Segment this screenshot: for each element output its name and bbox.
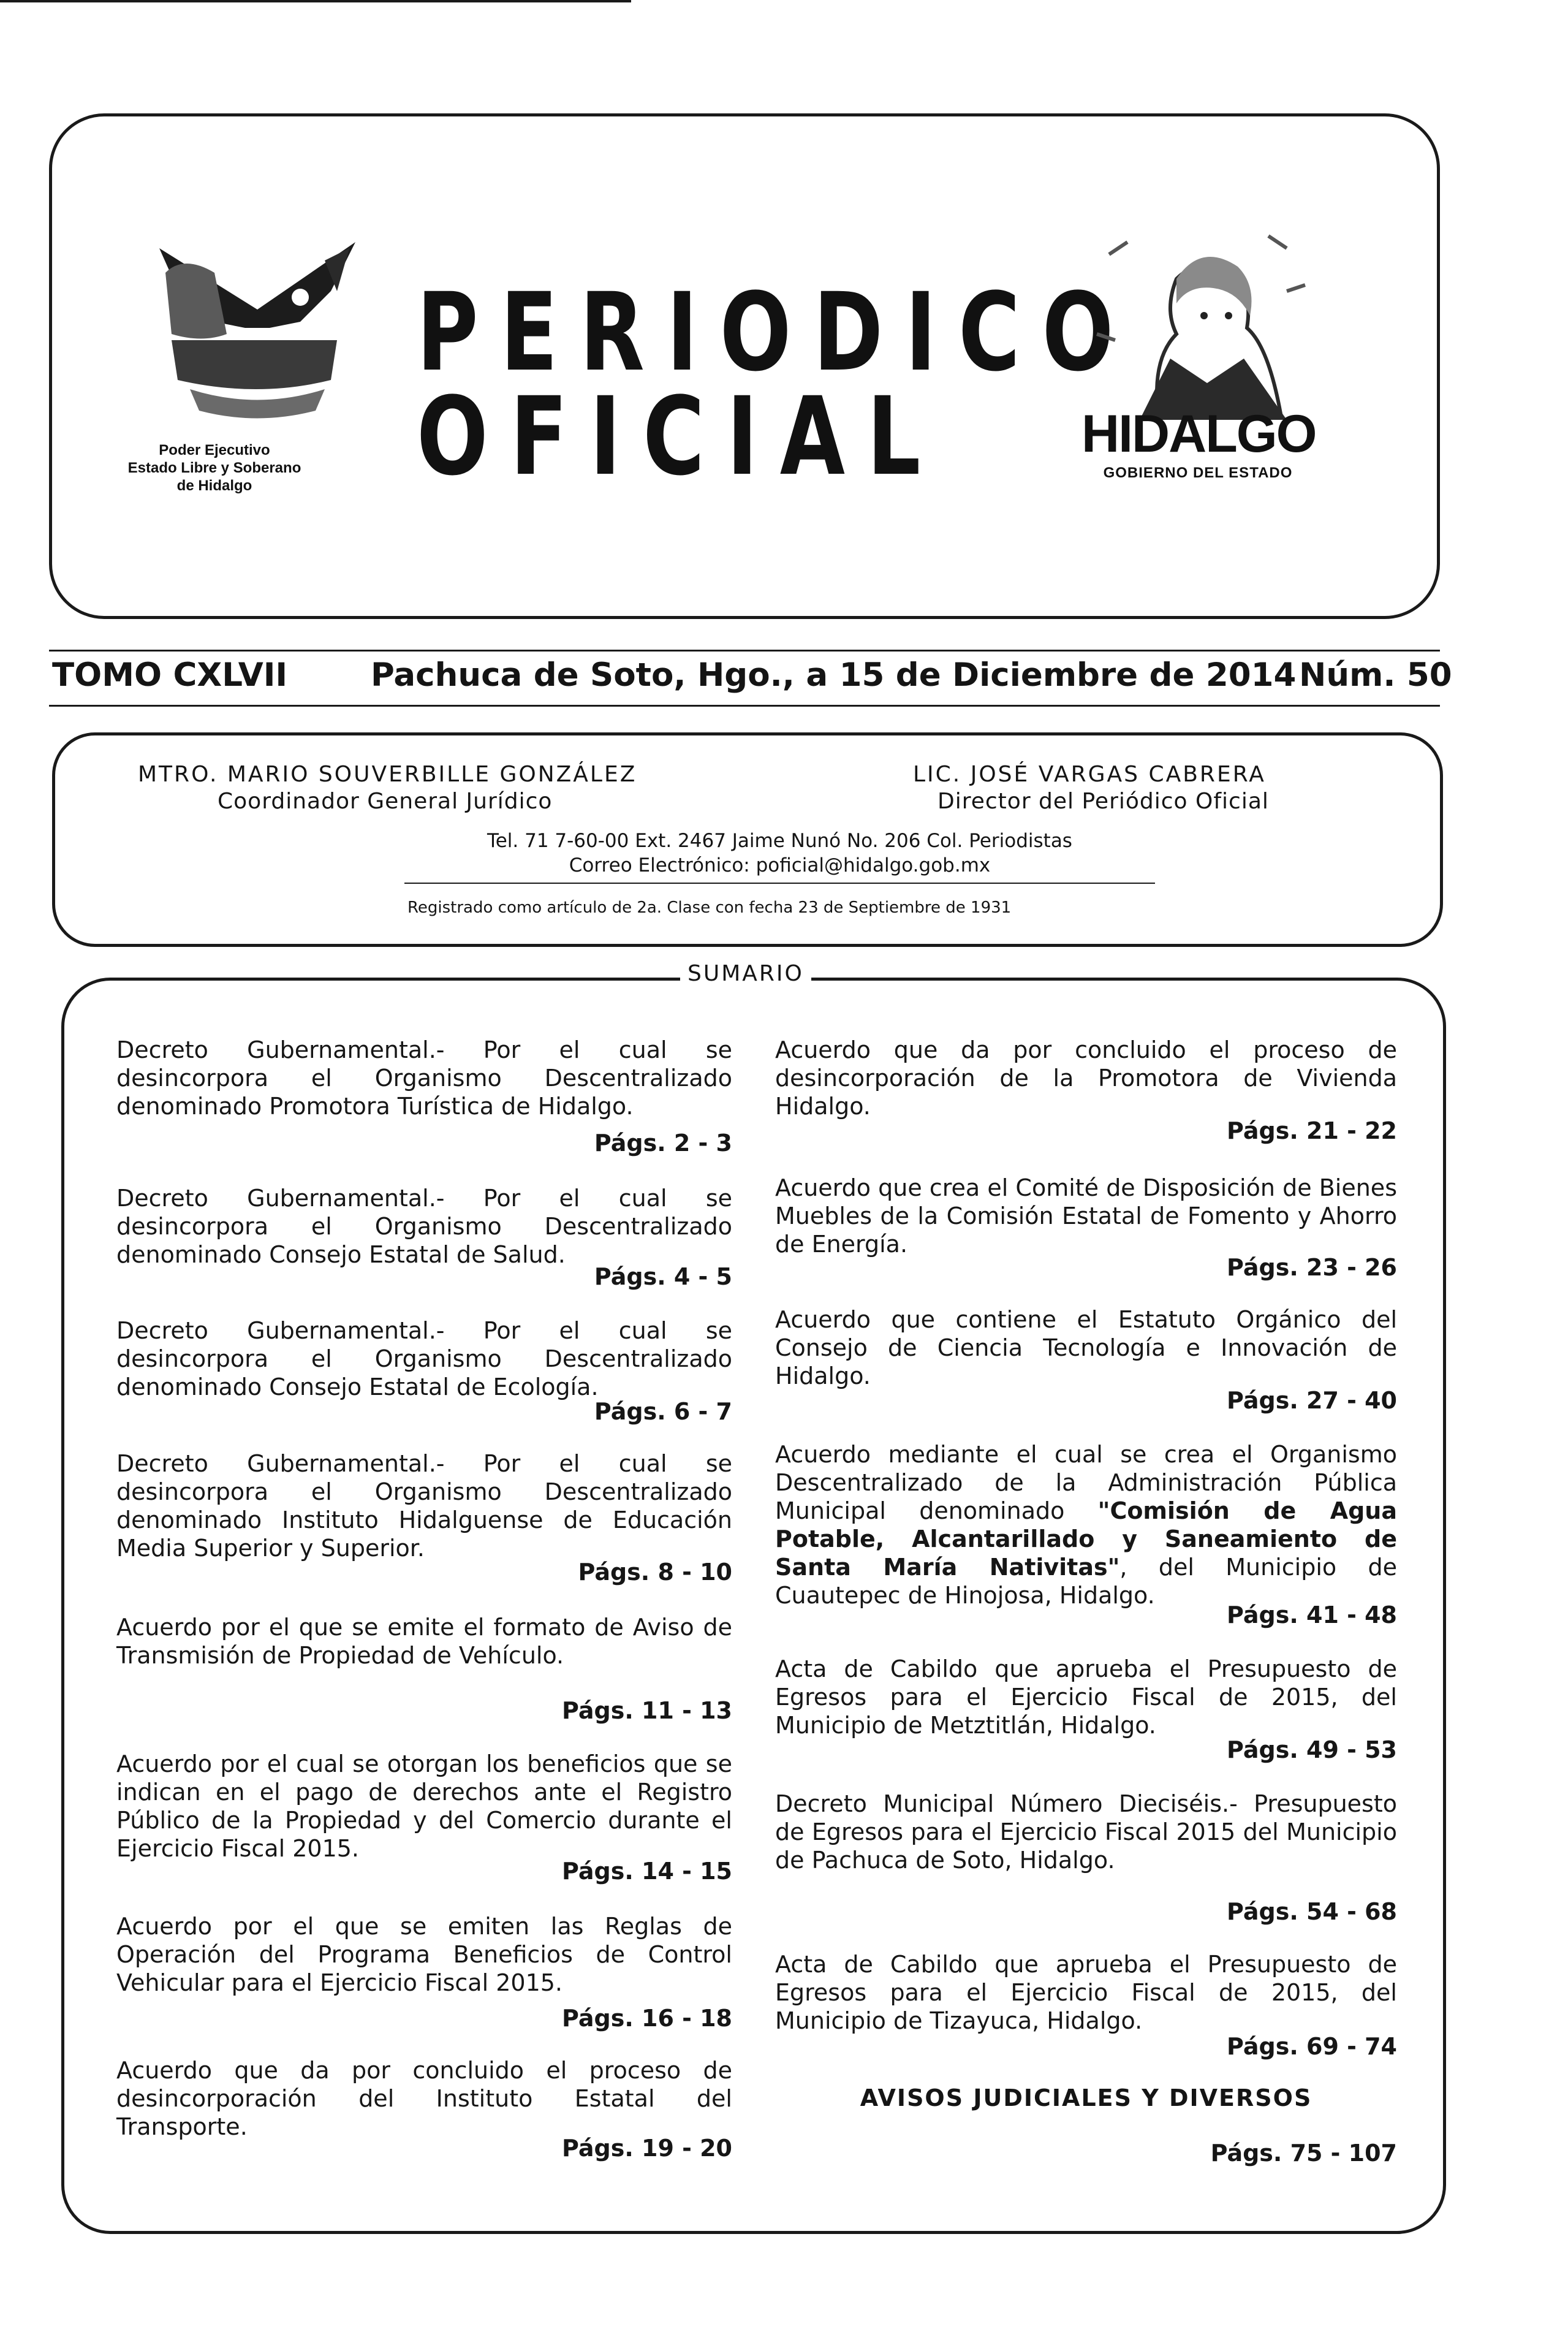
registration-note: Registrado como artículo de 2a. Clase con fecha 23 de Septiembre de 1931 [407,899,1012,917]
hidalgo-logo-subtitle: GOBIERNO DEL ESTADO [1103,465,1293,481]
summary-entry: Acuerdo por el que se emiten las Reglas de Operación del Programa Beneficios de Control Vehicular para el Ejercicio Fiscal 2015. [116,1913,732,1996]
summary-entry: Decreto Municipal Número Dieciséis.- Presupuesto de Egresos para el Ejercicio Fiscal 2015 del Municipio de Pachuca de Soto, Hidalgo. [775,1790,1397,1874]
coordinator-name: MTRO. MARIO SOUVERBILLE GONZÁLEZ [138,762,637,787]
director-role: Director del Periódico Oficial [937,789,1269,814]
emblem-caption-line: de Hidalgo [176,477,252,494]
title-line-2: OFICIAL [417,374,943,500]
summary-heading: SUMARIO [680,961,811,986]
coordinator-role: Coordinador General Jurídico [218,789,553,814]
summary-entry-bold-name: "Comisión de Agua Potable, Alcantarillado y Saneamiento de Santa María Nativitas" [775,1497,1397,1581]
summary-entry: Acta de Cabildo que aprueba el Presupuesto de Egresos para el Ejercicio Fiscal de 2015, del Municipio de Tizayuca, Hidalgo. [775,1951,1397,2034]
summary-pages: Págs. 54 - 68 [1227,1898,1397,1925]
emblem-caption-line: Poder Ejecutivo [159,442,270,458]
issue-number: Núm. 50 [1299,656,1452,694]
summary-entry: Decreto Gubernamental.- Por el cual se desincorpora el Organismo Descentralizado denominado Consejo Estatal de Ecología. [116,1317,732,1400]
tomo-label: TOMO CXLVII [52,656,288,694]
contact-rule [404,883,1155,884]
phone-address: Tel. 71 7-60-00 Ext. 2467 Jaime Nunó No. 206 Col. Periodistas [487,830,1072,852]
summary-pages: Págs. 14 - 15 [562,1858,732,1885]
coordinator-block [138,761,689,815]
issue-top-rule [49,650,1440,652]
summary-pages: Págs. 23 - 26 [1227,1254,1397,1281]
portrait-logo-icon [1085,218,1317,420]
summary-pages: Págs. 2 - 3 [594,1130,732,1157]
summary-pages: Págs. 69 - 74 [1227,2033,1397,2060]
place-and-date: Pachuca de Soto, Hgo., a 15 de Diciembre de 2014 [371,656,1297,694]
issue-bottom-rule [49,705,1440,707]
avisos-pages: Págs. 75 - 107 [1210,2140,1397,2167]
director-block [913,761,1403,815]
summary-entry: Decreto Gubernamental.- Por el cual se desincorpora el Organismo Descentralizado denominado Instituto Hidalguense de Educación Media Superior y Superior. [116,1450,732,1562]
summary-entry: Acuerdo que crea el Comité de Disposición de Bienes Muebles de la Comisión Estatal de Fomento y Ahorro de Energía. [775,1174,1397,1258]
avisos-heading: AVISOS JUDICIALES Y DIVERSOS [860,2084,1312,2111]
summary-entry: Acta de Cabildo que aprueba el Presupuesto de Egresos para el Ejercicio Fiscal de 2015, del Municipio de Metztitlán, Hidalgo. [775,1655,1397,1739]
summary-entry: Decreto Gubernamental.- Por el cual se desincorpora el Organismo Descentralizado denominado Promotora Turística de Hidalgo. [116,1036,732,1120]
director-name: LIC. JOSÉ VARGAS CABRERA [913,762,1266,787]
summary-pages: Págs. 16 - 18 [562,2005,732,2032]
hidalgo-logo-word: HIDALGO [1081,405,1316,463]
newspaper-title [417,270,1136,500]
summary-pages: Págs. 6 - 7 [594,1398,732,1425]
summary-entry: Acuerdo por el cual se otorgan los beneficios que se indican en el pago de derechos ante el Registro Público de la Propiedad y del Comercio durante el Ejercicio Fiscal 2015. [116,1750,732,1862]
summary-entry: Acuerdo que contiene el Estatuto Orgánico del Consejo de Ciencia Tecnología e Innovación de Hidalgo. [775,1306,1397,1389]
contact-block [404,829,1155,878]
title-line-1: PERIODICO [417,270,1136,395]
emblem-caption [113,441,316,495]
summary-entry: Acuerdo que da por concluido el proceso de desincorporación del Instituto Estatal del Transporte. [116,2057,732,2140]
state-coat-of-arms-icon [147,236,368,438]
summary-pages: Págs. 8 - 10 [578,1559,732,1586]
summary-pages: Págs. 11 - 13 [562,1697,732,1724]
summary-pages: Págs. 27 - 40 [1227,1387,1397,1414]
summary-entry: Acuerdo por el que se emite el formato de Aviso de Transmisión de Propiedad de Vehículo. [116,1614,732,1669]
summary-pages: Págs. 19 - 20 [562,2135,732,2162]
summary-entry-text: Acuerdo mediante el cual se crea el Organismo Descentralizado de la Administración Pública Municipal denominado [775,1441,1397,1524]
summary-entry [775,1440,1397,1609]
summary-entry: Decreto Gubernamental.- Por el cual se desincorpora el Organismo Descentralizado denominado Consejo Estatal de Salud. [116,1185,732,1268]
summary-entry-text: , del Municipio de Cuautepec de Hinojosa, Hidalgo. [775,1554,1397,1609]
summary-entry: Acuerdo que da por concluido el proceso de desincorporación de la Promotora de Vivienda Hidalgo. [775,1036,1397,1120]
summary-pages: Págs. 4 - 5 [594,1263,732,1290]
emblem-caption-line: Estado Libre y Soberano [127,460,301,476]
email-line: Correo Electrónico: poficial@hidalgo.gob.mx [569,854,991,876]
scan-edge-line [0,0,631,2]
summary-pages: Págs. 41 - 48 [1227,1601,1397,1628]
summary-pages: Págs. 21 - 22 [1227,1117,1397,1144]
summary-pages: Págs. 49 - 53 [1227,1736,1397,1763]
